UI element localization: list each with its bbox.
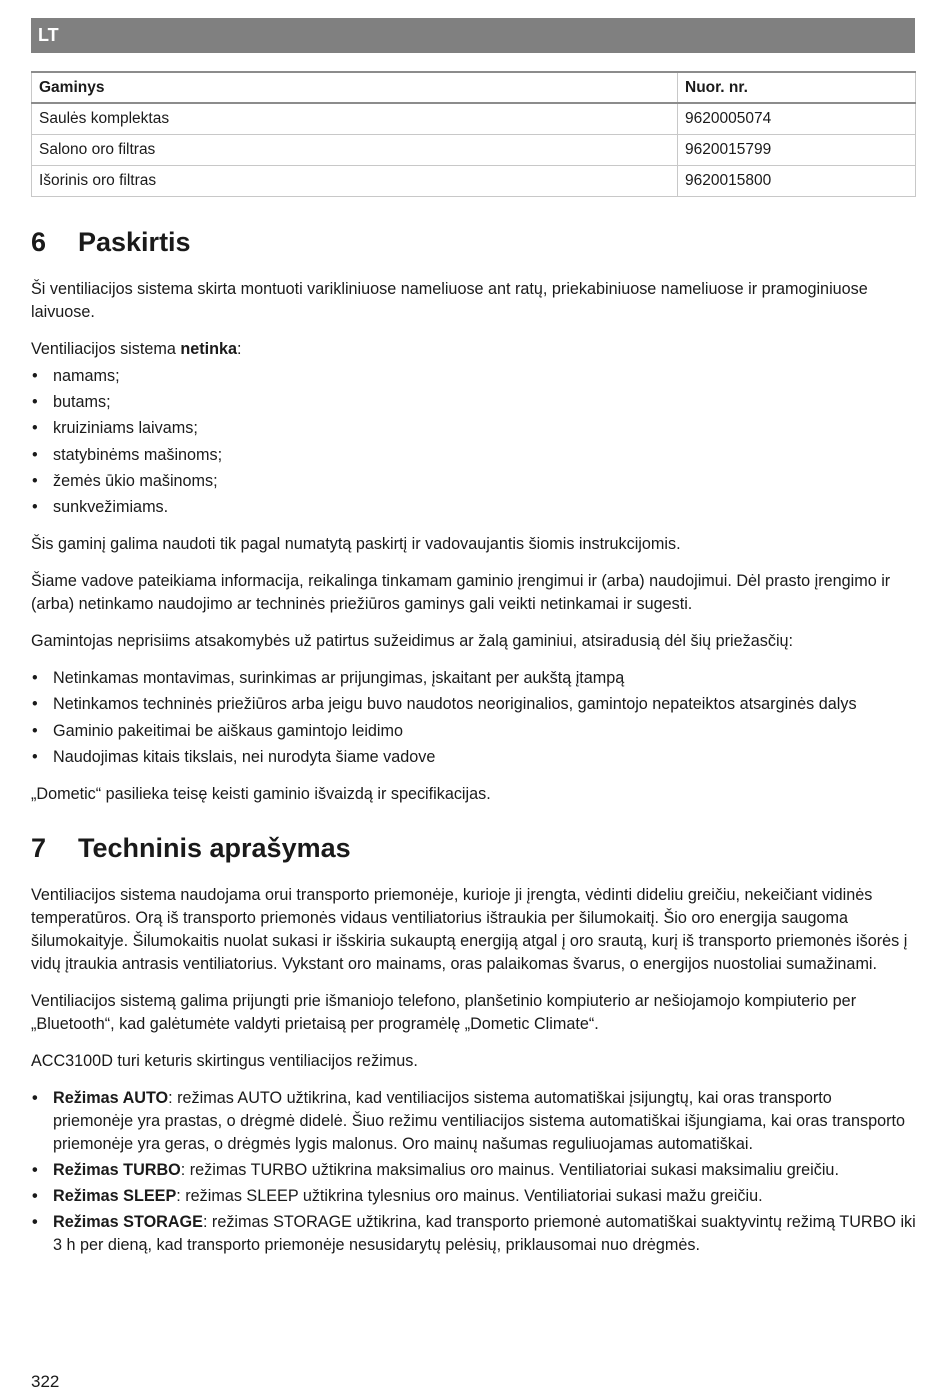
mode-description: : režimas TURBO užtikrina maksimalius oro mainus. Ventiliatoriai sukasi maksimaliu greičiu. — [180, 1161, 839, 1180]
parts-table — [31, 71, 916, 197]
list-item — [31, 365, 916, 388]
bullet-icon: • — [32, 471, 38, 490]
list-item-text: statybinėms mašinoms; — [53, 445, 223, 464]
bullet-icon: • — [32, 1213, 38, 1232]
language-header-bar — [31, 18, 915, 53]
list-item-text: žemės ūkio mašinoms; — [53, 471, 218, 490]
description-paragraph-3: ACC3100D turi keturis skirtingus ventiliacijos režimus. — [31, 1052, 418, 1071]
list-item — [31, 391, 916, 414]
guide-paragraph: Šiame vadove pateikiama informacija, reikalinga tinkamam gaminio įrengimui ir (arba) naudojimui. Dėl prasto įrengimo ir (arba) netinkamo naudojimo ar techninės priežiūros gaminys gali veikti netinkamai ir sugesti. — [31, 571, 891, 613]
mode-description: : režimas SLEEP užtikrina tylesnius oro mainus. Ventiliatoriai sukasi mažu greičiu. — [176, 1187, 763, 1206]
description-paragraph-2: Ventiliacijos sistemą galima prijungti prie išmaniojo telefono, planšetinio kompiuterio ar nešiojamojo kompiuterio per „Bluetooth“, kad galėtumėte valdyti prietaisą per programėlę „Dometic Climate“. — [31, 992, 857, 1034]
bullet-icon: • — [32, 497, 38, 516]
bullet-icon: • — [32, 419, 38, 438]
list-item — [31, 1211, 916, 1257]
bullet-icon: • — [32, 748, 38, 767]
bullet-icon: • — [32, 367, 38, 385]
table-cell-ref-number: 9620015800 — [678, 165, 916, 196]
list-item-text: Netinkamos techninės priežiūros arba jeigu buvo naudotos neoriginalios, gamintojo nepateiktos atsarginės dalys — [53, 695, 857, 714]
list-item — [31, 470, 916, 493]
liability-paragraph: Gamintojas neprisiims atsakomybės už patirtus sužeidimus ar žalą gaminiui, atsiradusią dėl šių priežasčių: — [31, 631, 794, 650]
unsuitable-suffix: : — [237, 340, 242, 358]
document-body — [31, 222, 916, 1260]
mode-description: : režimas AUTO užtikrina, kad ventiliacijos sistema automatiškai įsijungtų, kai oras transporto priemonėje yra prastas, o drėgmė didelė. Šiuo režimu ventiliacijos sistema automatiškai išjungiama, kai oras transporto priemonėje yra geras, o drėgmės lygis malonus. Oro mainų našumas reguliuojamas automatiškai. — [53, 1089, 906, 1154]
intended-use-paragraph: Ši ventiliacijos sistema skirta montuoti varikliniuose nameliuose ant ratų, priekabiniuose nameliuose ir pramoginiuose laivuose. — [31, 280, 868, 321]
bullet-icon: • — [32, 721, 38, 740]
unsuitable-intro — [31, 338, 916, 361]
mode-name: Režimas AUTO — [53, 1089, 169, 1108]
liability-reasons-list — [31, 667, 916, 769]
list-item-text: Gaminio pakeitimai be aiškaus gamintojo leidimo — [53, 721, 403, 740]
mode-name: Režimas TURBO — [53, 1161, 181, 1180]
bullet-icon: • — [32, 1161, 38, 1180]
rights-paragraph: „Dometic“ pasilieka teisę keisti gaminio išvaizdą ir specifikacijas. — [31, 785, 491, 804]
list-item — [31, 417, 916, 440]
section-7-heading — [31, 828, 916, 868]
list-item — [31, 667, 916, 690]
mode-description: : režimas STORAGE užtikrina, kad transporto priemonė automatiškai suaktyvintų režimą TURBO iki 3 h per dieną, kad transporto priemonėje nesusidarytų pelėsių, priklausomai nuo drėgmės. — [53, 1213, 916, 1255]
unsuitable-bold-word: netinka — [180, 340, 238, 358]
list-item — [31, 693, 916, 716]
section-title: Paskirtis — [78, 227, 191, 257]
page-number: 322 — [31, 1372, 60, 1391]
table-row — [32, 165, 916, 196]
section-number: 7 — [31, 833, 47, 864]
list-item — [31, 1185, 916, 1208]
table-row — [32, 134, 916, 165]
bullet-icon: • — [32, 1187, 38, 1206]
list-item-text: kruiziniams laivams; — [53, 419, 198, 438]
unsuitable-prefix: Ventiliacijos sistema — [31, 340, 181, 358]
bullet-icon: • — [32, 695, 38, 714]
section-title: Techninis aprašymas — [78, 833, 351, 864]
mode-name: Režimas STORAGE — [53, 1213, 203, 1232]
list-item — [31, 496, 916, 519]
mode-name: Režimas SLEEP — [53, 1187, 177, 1206]
table-cell-product: Saulės komplektas — [32, 103, 678, 134]
list-item — [31, 720, 916, 743]
column-header-ref-number: Nuor. nr. — [678, 72, 916, 103]
table-cell-ref-number: 9620005074 — [678, 103, 916, 134]
table-header-row — [32, 72, 916, 103]
section-6-heading — [31, 222, 916, 262]
section-number: 6 — [31, 227, 47, 257]
bullet-icon: • — [32, 445, 38, 464]
list-item — [31, 444, 916, 467]
list-item — [31, 746, 916, 769]
bullet-icon: • — [32, 1089, 38, 1108]
unsuitable-list — [31, 365, 916, 519]
language-code: LT — [38, 25, 59, 45]
table-cell-product: Išorinis oro filtras — [32, 165, 678, 196]
table-cell-ref-number: 9620015799 — [678, 134, 916, 165]
list-item-text: Naudojimas kitais tikslais, nei nurodyta šiame vadove — [53, 748, 436, 767]
table-cell-product: Salono oro filtras — [32, 134, 678, 165]
ventilation-modes-list — [31, 1087, 916, 1257]
usage-paragraph: Šis gaminį galima naudoti tik pagal numatytą paskirtį ir vadovaujantis šiomis instrukcijomis. — [31, 534, 681, 553]
list-item — [31, 1159, 916, 1182]
column-header-product: Gaminys — [32, 72, 678, 103]
list-item-text: Netinkamas montavimas, surinkimas ar prijungimas, įskaitant per aukštą įtampą — [53, 668, 625, 687]
list-item-text: butams; — [53, 393, 111, 412]
list-item-text: sunkvežimiams. — [53, 497, 169, 516]
list-item-text: namams; — [53, 367, 120, 385]
table-row — [32, 103, 916, 134]
bullet-icon: • — [32, 668, 38, 687]
list-item — [31, 1087, 916, 1156]
description-paragraph-1: Ventiliacijos sistema naudojama orui transporto priemonėje, kurioje ji įrengta, vėdinti dideliu greičiu, nekeičiant vidinės temperatūros. Orą iš transporto priemonės vidaus ventiliatorius ištraukia per šilumokaitį. Šio oro energija saugoma šilumokaityje. Šilumokaitis nuolat sukasi ir išskiria sukauptą energiją atgal į oro srautą, kurį iš transporto priemonės išorės į vidų įtraukia antrasis ventiliatorius. Vykstant oro mainams, oras palaikomas švarus, o energijos nuostoliai sumažinami. — [31, 886, 908, 974]
bullet-icon: • — [32, 393, 38, 412]
